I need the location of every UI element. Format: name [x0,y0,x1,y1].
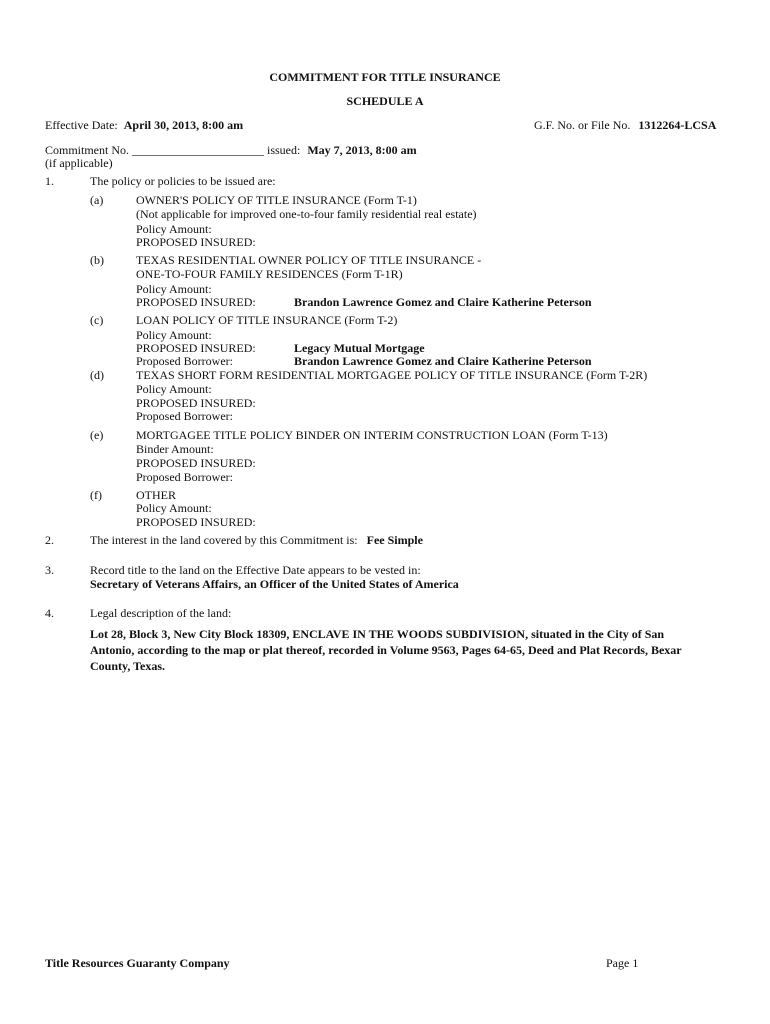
policy-a-insured-label: PROPOSED INSURED: [136,235,256,249]
policy-d-letter: (d) [90,368,104,382]
commitment-number-blank: ______________________ [132,143,264,157]
policy-a-title: OWNER'S POLICY OF TITLE INSURANCE (Form T-1) [136,193,417,207]
item-3-text: Record title to the land on the Effective Date appears to be vested in: [90,563,421,577]
item-3-number: 3. [45,563,54,577]
policy-b-amount-label: Policy Amount: [136,282,212,296]
estate-type-value: Fee Simple [366,533,423,547]
schedule-heading: SCHEDULE A [346,94,424,108]
legal-description-line-1: Lot 28, Block 3, New City Block 18309, ENCLAVE IN THE WOODS SUBDIVISION, situated in the City of San [90,627,665,641]
document-title: COMMITMENT FOR TITLE INSURANCE [269,70,501,84]
item-4-number: 4. [45,606,54,620]
commitment-number [45,143,417,157]
item-2-label: The interest in the land covered by this Commitment is: [90,533,358,547]
policy-e-title: MORTGAGEE TITLE POLICY BINDER ON INTERIM CONSTRUCTION LOAN (Form T-13) [136,428,608,442]
commitment-number-label: Commitment No. [45,143,129,157]
policy-e-amount-label: Binder Amount: [136,442,214,456]
effective-date-value: April 30, 2013, 8:00 am [123,118,244,132]
policy-a-note: (Not applicable for improved one-to-four family residential real estate) [136,207,477,221]
policy-c-insured-label: PROPOSED INSURED: [136,341,256,355]
policy-b-title-line1: TEXAS RESIDENTIAL OWNER POLICY OF TITLE INSURANCE - [136,253,482,267]
policy-c-insured-value: Legacy Mutual Mortgage [294,341,425,355]
page-number: Page 1 [606,956,639,970]
gf-number [534,118,716,132]
vested-owner-value: Secretary of Veterans Affairs, an Officer of the United States of America [90,577,459,591]
policy-e-letter: (e) [90,428,104,442]
item-1-number: 1. [45,174,54,188]
policy-e-insured-label: PROPOSED INSURED: [136,456,256,470]
policy-b-letter: (b) [90,253,104,267]
policy-a-amount-label: Policy Amount: [136,222,212,236]
item-2-number: 2. [45,533,54,547]
item-2-text [90,533,423,547]
gf-number-label: G.F. No. or File No. [534,118,631,132]
issued-value: May 7, 2013, 8:00 am [307,143,417,157]
item-4-text: Legal description of the land: [90,606,232,620]
if-applicable-note: (if applicable) [45,156,113,170]
legal-description-line-3: County, Texas. [90,659,166,673]
policy-a-letter: (a) [90,193,104,207]
effective-date [45,118,243,132]
policy-d-title: TEXAS SHORT FORM RESIDENTIAL MORTGAGEE POLICY OF TITLE INSURANCE (Form T-2R) [136,368,648,382]
item-1-text: The policy or policies to be issued are: [90,174,276,188]
policy-b-insured-label: PROPOSED INSURED: [136,295,256,309]
policy-c-borrower-value: Brandon Lawrence Gomez and Claire Katherine Peterson [294,354,592,368]
policy-c-title: LOAN POLICY OF TITLE INSURANCE (Form T-2) [136,313,398,327]
legal-description-line-2: Antonio, according to the map or plat thereof, recorded in Volume 9563, Pages 64-65, Deed and Plat Records, Bexar [90,643,682,657]
policy-d-amount-label: Policy Amount: [136,382,212,396]
policy-c-letter: (c) [90,313,104,327]
policy-f-amount-label: Policy Amount: [136,501,212,515]
policy-d-borrower-label: Proposed Borrower: [136,409,233,423]
policy-b-title-line2: ONE-TO-FOUR FAMILY RESIDENCES (Form T-1R) [136,267,403,281]
gf-number-value: 1312264-LCSA [638,118,717,132]
policy-c-amount-label: Policy Amount: [136,328,212,342]
policy-f-insured-label: PROPOSED INSURED: [136,515,256,529]
policy-c-borrower-label: Proposed Borrower: [136,354,233,368]
policy-d-insured-label: PROPOSED INSURED: [136,396,256,410]
policy-e-borrower-label: Proposed Borrower: [136,470,233,484]
footer-company-name: Title Resources Guaranty Company [45,956,230,970]
issued-label: issued: [267,143,301,157]
policy-f-title: OTHER [136,488,176,502]
policy-b-insured-value: Brandon Lawrence Gomez and Claire Katherine Peterson [294,295,592,309]
effective-date-label: Effective Date: [45,118,118,132]
policy-f-letter: (f) [90,488,102,502]
